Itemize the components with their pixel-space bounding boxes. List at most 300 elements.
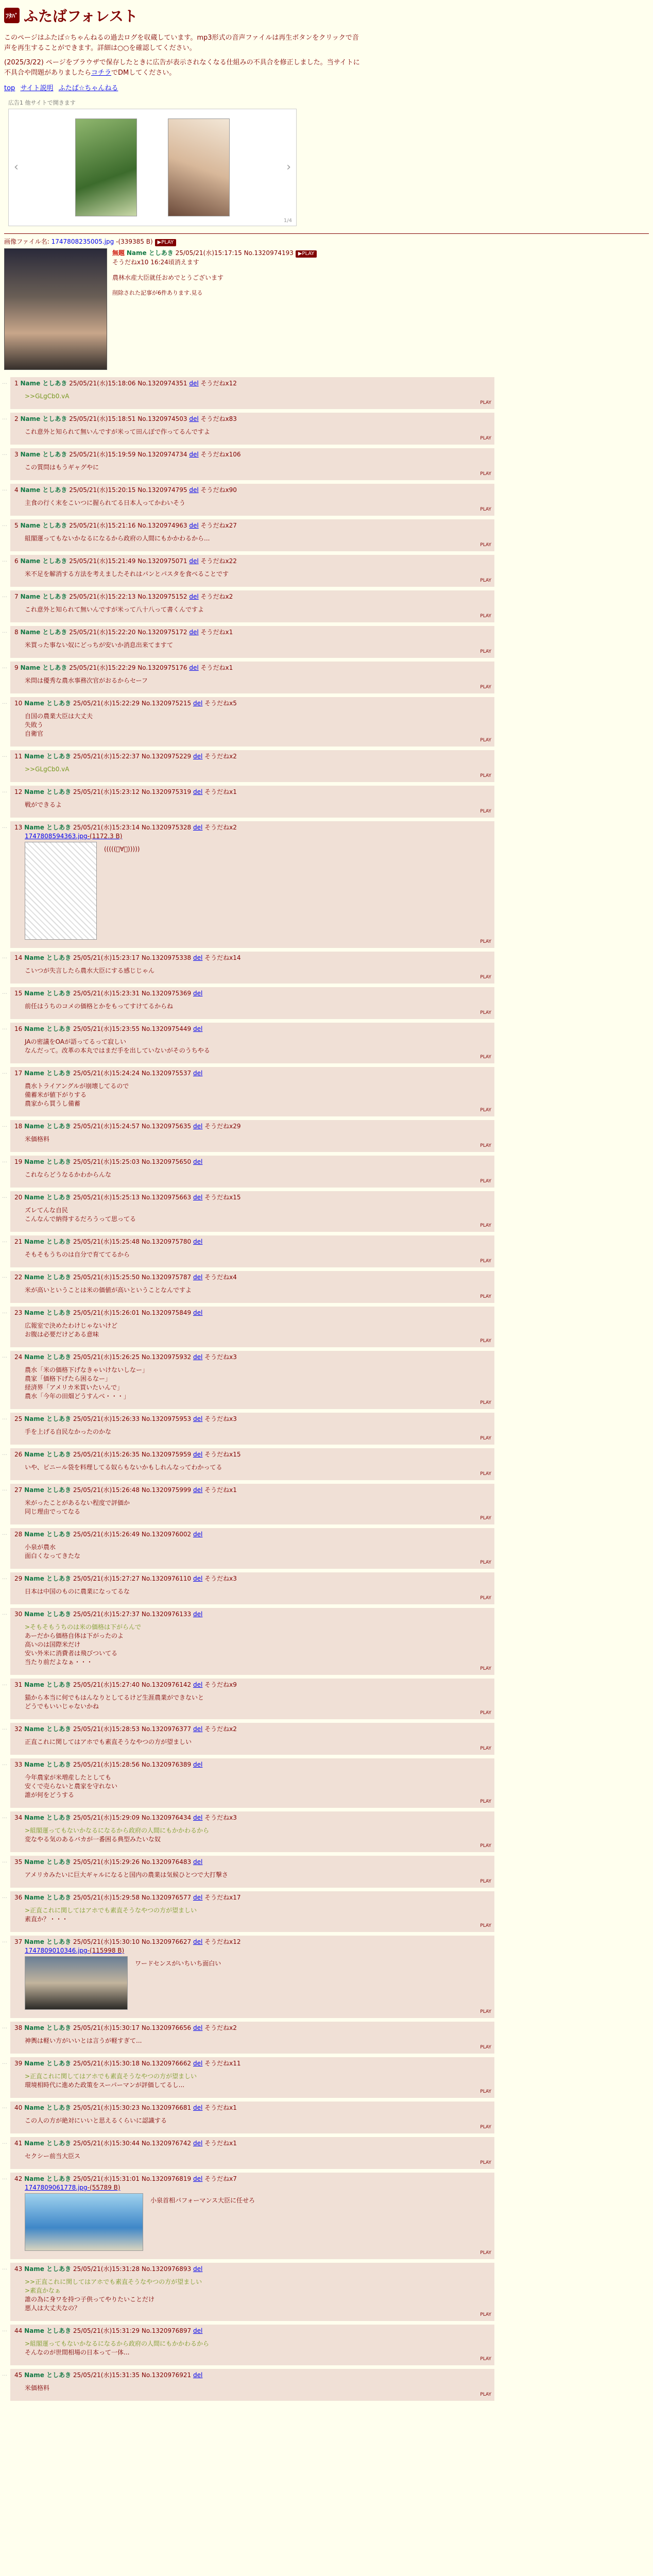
response-date: 25/05/21(水)15:25:03 No.1320975650 xyxy=(73,1158,192,1165)
response-row xyxy=(10,1856,494,1888)
op-header xyxy=(112,248,317,258)
response-body xyxy=(25,1693,490,1711)
sodane-button[interactable]: そうだねx90 xyxy=(200,486,237,494)
response-play-button[interactable]: PLAY xyxy=(480,1516,491,1521)
response-body xyxy=(25,1321,490,1339)
body-text: 米価格料 xyxy=(25,1136,50,1143)
response-number: 38 xyxy=(14,2024,23,2031)
response-play-button[interactable]: PLAY xyxy=(480,1259,491,1264)
response-play-button[interactable]: PLAY xyxy=(480,2045,491,2050)
response-number: 29 xyxy=(14,1575,23,1582)
delete-link[interactable]: del xyxy=(189,593,199,600)
delete-link[interactable]: del xyxy=(193,700,203,707)
op-text xyxy=(112,248,317,370)
response-number: 5 xyxy=(14,522,19,529)
response-name: Name としあき xyxy=(24,2060,72,2067)
response-name: Name としあき xyxy=(24,2104,72,2111)
delete-link[interactable]: del xyxy=(193,1938,203,1945)
response-play-button[interactable]: PLAY xyxy=(480,1179,491,1184)
response-play-button[interactable]: PLAY xyxy=(480,543,491,548)
sodane-button[interactable]: そうだねx22 xyxy=(200,557,237,565)
site-logo[interactable]: ﾌﾀﾊﾞ xyxy=(4,8,20,23)
response-row xyxy=(10,2369,494,2401)
response-name: Name としあき xyxy=(24,1858,72,1866)
response-row xyxy=(10,590,494,622)
response-header xyxy=(14,1814,490,1822)
delete-link[interactable]: del xyxy=(193,1194,203,1201)
response-play-button[interactable]: PLAY xyxy=(480,1843,491,1849)
response-row xyxy=(10,555,494,587)
response-play-button[interactable]: PLAY xyxy=(480,2089,491,2094)
response-number: 37 xyxy=(14,1938,23,1945)
op-meta xyxy=(112,258,317,267)
sodane-button[interactable]: そうだねx7 xyxy=(204,2175,237,2182)
response-date: 25/05/21(水)15:26:25 No.1320975932 xyxy=(73,1353,192,1361)
response-play-button[interactable]: PLAY xyxy=(480,2357,491,2362)
sodane-button[interactable]: そうだねx2 xyxy=(200,593,233,600)
response-play-button[interactable]: PLAY xyxy=(480,471,491,477)
response-header xyxy=(14,699,490,708)
response-row xyxy=(10,2137,494,2169)
response-row xyxy=(10,1351,494,1409)
response-play-button[interactable]: PLAY xyxy=(480,1710,491,1716)
response-row xyxy=(10,1891,494,1932)
delete-link[interactable]: del xyxy=(193,2140,203,2147)
image-filename[interactable]: 1747808594363.jpg xyxy=(25,833,88,840)
response-play-button[interactable]: PLAY xyxy=(480,614,491,619)
delete-link[interactable]: del xyxy=(193,1858,203,1866)
response-date: 25/05/21(水)15:25:13 No.1320975663 xyxy=(73,1194,192,1201)
delete-link[interactable]: del xyxy=(193,954,203,961)
response-body xyxy=(25,676,490,685)
response-row xyxy=(10,821,494,948)
sodane-button[interactable]: そうだねx15 xyxy=(204,1451,241,1458)
response-number: 39 xyxy=(14,2060,23,2067)
response-header xyxy=(14,1158,490,1166)
sodane-button[interactable]: そうだねx27 xyxy=(200,522,237,529)
response-play-button[interactable]: PLAY xyxy=(480,1471,491,1477)
response-name: Name としあき xyxy=(24,1415,72,1422)
response-play-button[interactable]: PLAY xyxy=(480,436,491,441)
response-play-button[interactable]: PLAY xyxy=(480,1108,491,1113)
response-number: 3 xyxy=(14,451,19,458)
sodane-button[interactable]: そうだねx3 xyxy=(204,1814,237,1821)
original-post xyxy=(0,237,653,370)
response-number: 35 xyxy=(14,1858,23,1866)
response-name: Name としあき xyxy=(24,1123,72,1130)
intro-notice xyxy=(4,58,365,78)
response-play-button[interactable]: PLAY xyxy=(480,685,491,690)
response-play-button[interactable]: PLAY xyxy=(480,1143,491,1148)
delete-link[interactable]: del xyxy=(189,415,199,422)
delete-link[interactable]: del xyxy=(193,1451,203,1458)
response-body xyxy=(25,801,490,809)
delete-link[interactable]: del xyxy=(193,1309,203,1316)
delete-link[interactable]: del xyxy=(193,1123,203,1130)
response-number: 40 xyxy=(14,2104,23,2111)
response-date: 25/05/21(水)15:24:57 No.1320975635 xyxy=(73,1123,192,1130)
sodane-button[interactable]: そうだねx106 xyxy=(200,451,241,458)
response-date: 25/05/21(水)15:22:29 No.1320975215 xyxy=(73,700,192,707)
op-message: 農林水産大臣就任おめでとうございます xyxy=(112,274,224,281)
response-body xyxy=(25,1038,490,1055)
body-text: 猫から本当に何でもはんなりとしてるけど生涯農業ができないと どうでもいいじゃないかね xyxy=(25,1694,204,1710)
response-play-button[interactable]: PLAY xyxy=(480,2392,491,2397)
response-play-button[interactable]: PLAY xyxy=(480,1338,491,1344)
sodane-button[interactable]: そうだねx29 xyxy=(204,1123,241,1130)
response-number: 26 xyxy=(14,1451,23,1458)
response-name: Name としあき xyxy=(20,664,67,671)
response-row xyxy=(10,1120,494,1152)
sodane-button[interactable]: そうだねx1 xyxy=(204,2104,237,2111)
delete-link[interactable]: del xyxy=(193,788,203,795)
response-number: 14 xyxy=(14,954,23,961)
delete-link[interactable]: del xyxy=(193,1611,203,1618)
response-play-button[interactable]: PLAY xyxy=(480,2160,491,2165)
response-play-button[interactable]: PLAY xyxy=(480,1400,491,1405)
response-date: 25/05/21(水)15:31:35 No.1320976921 xyxy=(73,2371,192,2379)
response-play-button[interactable]: PLAY xyxy=(480,1294,491,1299)
body-text: ワードセンスがいちいち面白い xyxy=(135,1960,221,1967)
response-number: 1 xyxy=(14,380,19,387)
sodane-button[interactable]: そうだねx5 xyxy=(204,700,237,707)
response-name: Name としあき xyxy=(24,1194,72,1201)
contact-link[interactable]: コチラ xyxy=(91,69,112,77)
response-name: Name としあき xyxy=(24,1814,72,1821)
delete-link[interactable]: del xyxy=(189,664,199,671)
sodane-button[interactable]: そうだねx3 xyxy=(204,1575,237,1582)
response-play-button[interactable]: PLAY xyxy=(480,1055,491,1060)
response-play-button[interactable]: PLAY xyxy=(480,1799,491,1804)
delete-link[interactable]: del xyxy=(193,1486,203,1494)
response-row xyxy=(10,1811,494,1852)
response-name: Name としあき xyxy=(24,1761,72,1768)
response-row xyxy=(10,987,494,1019)
response-header xyxy=(14,2104,490,2112)
body-text: 米が高いということは米の価値が高いということなんですよ xyxy=(25,1286,192,1294)
response-header xyxy=(14,1681,490,1689)
response-date: 25/05/21(水)15:28:53 No.1320976377 xyxy=(73,1725,192,1733)
response-header xyxy=(14,989,490,998)
delete-link[interactable]: del xyxy=(189,451,199,458)
response-row xyxy=(10,1572,494,1604)
intro-text-3: でDMしてください。 xyxy=(111,69,176,77)
body-text: こいつが失言したら農水大臣にする感じじゃん xyxy=(25,967,155,974)
response-name: Name としあき xyxy=(24,990,72,997)
response-play-button[interactable]: PLAY xyxy=(480,2009,491,2014)
response-date: 25/05/21(水)15:30:23 No.1320976681 xyxy=(73,2104,192,2111)
response-number: 2 xyxy=(14,415,19,422)
response-body xyxy=(25,1171,490,1179)
response-play-button[interactable]: PLAY xyxy=(480,649,491,654)
response-image[interactable] xyxy=(25,2193,143,2251)
delete-link[interactable]: del xyxy=(193,1575,203,1582)
delete-link[interactable]: del xyxy=(193,753,203,760)
response-name: Name としあき xyxy=(20,451,67,458)
response-row xyxy=(10,1067,494,1116)
quote-text: >正直これに関してはアホでも素直そうなやつの方が望ましい xyxy=(25,1907,197,1914)
delete-link[interactable]: del xyxy=(193,1894,203,1901)
sodane-button[interactable]: そうだねx15 xyxy=(204,1194,241,1201)
response-play-button[interactable]: PLAY xyxy=(480,1746,491,1751)
response-row xyxy=(10,1758,494,1808)
image-filename[interactable]: 1747809010346.jpg xyxy=(25,1947,88,1954)
sodane-button[interactable]: そうだねx9 xyxy=(204,1681,237,1688)
response-body xyxy=(25,765,490,774)
response-row xyxy=(10,519,494,551)
response-number: 44 xyxy=(14,2327,23,2334)
sodane-button[interactable]: そうだねx2 xyxy=(204,1725,237,1733)
page-header xyxy=(0,0,653,226)
body-text: 今年農家が米増産したとしても 安くで売らないと農家を守れない 誰が何をどうする xyxy=(25,1774,118,1799)
delete-link[interactable]: del xyxy=(193,1158,203,1165)
delete-link[interactable]: del xyxy=(193,2371,203,2379)
sodane-button[interactable]: そうだねx83 xyxy=(200,415,237,422)
body-text: ズレてんな自民 こんなんで納得するだろうって思ってる xyxy=(25,1207,136,1223)
nav-top-link[interactable]: top xyxy=(4,84,15,92)
response-play-button[interactable]: PLAY xyxy=(480,1223,491,1228)
response-body xyxy=(25,2072,490,2090)
sodane-button[interactable]: そうだねx11 xyxy=(204,2060,241,2067)
quote-text: >組閣運ってもないかなるになるから政府の人間にもかかわるから xyxy=(25,2340,210,2347)
sodane-button[interactable]: そうだねx1 xyxy=(204,1486,237,1494)
response-header xyxy=(14,1530,490,1539)
sodane-button[interactable]: そうだねx2 xyxy=(204,753,237,760)
response-play-button[interactable]: PLAY xyxy=(480,400,491,405)
response-name: Name としあき xyxy=(24,788,72,795)
delete-link[interactable]: del xyxy=(193,1274,203,1281)
chevron-left-icon[interactable]: ‹ xyxy=(14,161,19,174)
response-play-button[interactable]: PLAY xyxy=(480,2250,491,2256)
response-header xyxy=(14,1309,490,1317)
response-play-button[interactable]: PLAY xyxy=(480,507,491,512)
response-body xyxy=(25,1623,490,1667)
body-text: 広報室で決めたわけじゃないけど お腹は必要だけどある意味 xyxy=(25,1322,118,1338)
response-number: 11 xyxy=(14,753,23,760)
response-number: 28 xyxy=(14,1531,23,1538)
delete-link[interactable]: del xyxy=(193,2024,203,2031)
response-play-button[interactable]: PLAY xyxy=(480,809,491,814)
response-number: 12 xyxy=(14,788,23,795)
response-body xyxy=(25,641,490,650)
response-header xyxy=(14,1858,490,1867)
body-text: 環境相時代に進めた政策をスーパーマンが評価してるし... xyxy=(25,2081,185,2089)
sodane-button[interactable]: そうだねx12 xyxy=(200,380,237,387)
delete-link[interactable]: del xyxy=(193,1353,203,1361)
response-row xyxy=(10,1023,494,1063)
response-header xyxy=(14,557,490,566)
image-size: -(1172.3 B) xyxy=(87,833,123,840)
body-text: 誰の為に身ワを持つ子供ってやりたいことだけ 悪人は大丈夫なの？ xyxy=(25,2296,155,2312)
response-name: Name としあき xyxy=(24,753,72,760)
response-header xyxy=(14,628,490,637)
op-play-button[interactable]: ▶PLAY xyxy=(155,239,177,246)
delete-link[interactable]: del xyxy=(189,557,199,565)
delete-link[interactable]: del xyxy=(189,522,199,529)
delete-link[interactable]: del xyxy=(189,380,199,387)
sodane-button[interactable]: そうだねx1 xyxy=(200,664,233,671)
response-number: 41 xyxy=(14,2140,23,2147)
response-play-button[interactable]: PLAY xyxy=(480,773,491,778)
op-play-button[interactable]: ▶PLAY xyxy=(296,250,317,258)
response-play-button[interactable]: PLAY xyxy=(480,1923,491,1928)
op-file-label: 画像ファイル名: xyxy=(4,238,49,245)
response-row xyxy=(10,1608,494,1675)
response-number: 36 xyxy=(14,1894,23,1901)
response-header xyxy=(14,2024,490,2032)
intro-text-1: このページはふたば☆ちゃんねるの過去ログを収蔵しています。mp3形式の音声ファイルは再生ボタンをクリックで音声を再生することができます。詳細は○○を確認してください。 xyxy=(4,34,359,52)
delete-link[interactable]: del xyxy=(193,1725,203,1733)
response-play-button[interactable]: PLAY xyxy=(480,1666,491,1671)
response-number: 25 xyxy=(14,1415,23,1422)
delete-link[interactable]: del xyxy=(193,2104,203,2111)
response-row xyxy=(10,484,494,516)
body-text: 正直これに関してはアホでも素直そうなやつの方が望ましい xyxy=(25,1738,192,1745)
response-play-button[interactable]: PLAY xyxy=(480,2125,491,2130)
response-image[interactable] xyxy=(25,1956,128,2010)
response-number: 42 xyxy=(14,2175,23,2182)
nav-futaba-link[interactable]: ふたば☆ちゃんねる xyxy=(58,84,118,92)
sodane-button[interactable]: そうだねx3 xyxy=(204,1353,237,1361)
body-text: そんなのが世間相場の日本って一体... xyxy=(25,2349,130,2356)
op-deleted-note[interactable]: 削除された記事が6件あります.見る xyxy=(112,290,203,296)
response-number: 34 xyxy=(14,1814,23,1821)
response-image-link[interactable] xyxy=(25,2183,490,2192)
delete-link[interactable]: del xyxy=(189,629,199,636)
response-date: 25/05/21(水)15:22:13 No.1320975152 xyxy=(69,593,187,600)
response-play-button[interactable]: PLAY xyxy=(480,1436,491,1441)
sodane-button[interactable]: そうだねx12 xyxy=(204,1938,241,1945)
op-sod[interactable]: そうだねx10 xyxy=(112,259,149,266)
delete-link[interactable]: del xyxy=(193,2265,203,2273)
ad-carousel[interactable] xyxy=(8,109,297,226)
delete-link[interactable]: del xyxy=(193,824,203,831)
response-name: Name としあき xyxy=(24,1938,72,1945)
response-header xyxy=(14,1353,490,1362)
site-title-row xyxy=(4,5,649,26)
body-text: これ意外と知られて無いんですが米って八十八って書くんですよ xyxy=(25,606,204,613)
response-header xyxy=(14,379,490,388)
sodane-button[interactable]: そうだねx2 xyxy=(204,824,237,831)
response-play-button[interactable]: PLAY xyxy=(480,1879,491,1884)
delete-link[interactable]: del xyxy=(193,1070,203,1077)
response-name: Name としあき xyxy=(24,1025,72,1032)
response-header xyxy=(14,1025,490,1033)
response-number: 7 xyxy=(14,593,19,600)
sodane-button[interactable]: そうだねx1 xyxy=(204,788,237,795)
nav-about-link[interactable]: サイト説明 xyxy=(20,84,54,92)
response-date: 25/05/21(水)15:23:14 No.1320975328 xyxy=(73,824,192,831)
response-body xyxy=(25,2340,490,2357)
response-play-button[interactable]: PLAY xyxy=(480,1010,491,1015)
response-play-button[interactable]: PLAY xyxy=(480,1560,491,1565)
sodane-button[interactable]: そうだねx2 xyxy=(204,2024,237,2031)
response-body xyxy=(25,1871,490,1879)
response-date: 25/05/21(水)15:31:01 No.1320976819 xyxy=(73,2175,192,2182)
response-header xyxy=(14,486,490,495)
response-body xyxy=(25,1587,490,1596)
response-name: Name としあき xyxy=(24,1238,72,1245)
response-header xyxy=(14,2139,490,2148)
response-row xyxy=(10,697,494,747)
ad-thumbnail[interactable] xyxy=(168,118,230,216)
response-body xyxy=(25,1286,490,1295)
sodane-button[interactable]: そうだねx1 xyxy=(204,2140,237,2147)
sodane-button[interactable]: そうだねx1 xyxy=(200,629,233,636)
body-text: 前任はうちのコメの価格とかをもってすけてるからね xyxy=(25,1003,174,1010)
body-text: 農水「米の価格下げなきゃいけないしなー」 農家「価格下げたら困るなー」 経済界「アメリカ米買いたいんで」 農水「今年の田畑どうすんべ・・・」 xyxy=(25,1366,149,1400)
quote-text: >>GLgCb0.vA xyxy=(25,393,70,400)
response-header xyxy=(14,1486,490,1495)
response-header xyxy=(14,1938,490,1946)
delete-link[interactable]: del xyxy=(193,1814,203,1821)
response-play-button[interactable]: PLAY xyxy=(480,2312,491,2317)
delete-link[interactable]: del xyxy=(193,1415,203,1422)
body-text: 変なやる気のあるバカが一番困る典型みたいな奴 xyxy=(25,1836,161,1843)
response-header xyxy=(14,1450,490,1459)
delete-link[interactable]: del xyxy=(193,2060,203,2067)
delete-link[interactable]: del xyxy=(193,1238,203,1245)
response-row xyxy=(10,1271,494,1303)
response-play-button[interactable]: PLAY xyxy=(480,975,491,980)
site-title[interactable]: ふたばフォレスト xyxy=(24,8,138,25)
response-date: 25/05/21(水)15:30:10 No.1320976627 xyxy=(73,1938,192,1945)
response-image-link[interactable] xyxy=(25,1946,490,1955)
response-name: Name としあき xyxy=(20,629,67,636)
response-play-button[interactable]: PLAY xyxy=(480,578,491,583)
response-image[interactable] xyxy=(25,842,97,940)
response-image-link[interactable] xyxy=(25,832,490,841)
delete-link[interactable]: del xyxy=(193,1025,203,1032)
sodane-button[interactable]: そうだねx14 xyxy=(204,954,241,961)
response-body xyxy=(25,570,490,579)
delete-link[interactable]: del xyxy=(193,1761,203,1768)
response-play-button[interactable]: PLAY xyxy=(480,738,491,743)
delete-link[interactable]: del xyxy=(189,486,199,494)
response-body xyxy=(25,1543,490,1561)
delete-link[interactable]: del xyxy=(193,2327,203,2334)
response-date: 25/05/21(水)15:23:55 No.1320975449 xyxy=(73,1025,192,1032)
chevron-right-icon[interactable]: › xyxy=(286,161,291,174)
response-number: 20 xyxy=(14,1194,23,1201)
delete-link[interactable]: del xyxy=(193,1531,203,1538)
sodane-button[interactable]: そうだねx3 xyxy=(204,1415,237,1422)
op-file-link[interactable]: 1747808235005.jpg xyxy=(51,238,114,245)
op-image[interactable] xyxy=(4,248,107,370)
image-filename[interactable]: 1747809061778.jpg xyxy=(25,2184,88,2191)
body-text: 戦ができるよ xyxy=(25,801,62,808)
body-text: 小泉首相パフォーマンス大臣に任せろ xyxy=(150,2197,255,2204)
response-number: 43 xyxy=(14,2265,23,2273)
response-row xyxy=(10,1235,494,1267)
sodane-button[interactable]: そうだねx4 xyxy=(204,1274,237,1281)
delete-link[interactable]: del xyxy=(193,2175,203,2182)
response-row xyxy=(10,2057,494,2098)
response-body xyxy=(25,392,490,401)
response-date: 25/05/21(水)15:23:12 No.1320975319 xyxy=(73,788,192,795)
response-row xyxy=(10,2102,494,2133)
sodane-button[interactable]: そうだねx17 xyxy=(204,1894,241,1901)
delete-link[interactable]: del xyxy=(193,990,203,997)
response-name: Name としあき xyxy=(24,1531,72,1538)
delete-link[interactable]: del xyxy=(193,1681,203,1688)
response-date: 25/05/21(水)15:19:59 No.1320974734 xyxy=(69,451,187,458)
response-play-button[interactable]: PLAY xyxy=(480,939,491,944)
response-name: Name としあき xyxy=(20,380,67,387)
ad-thumbnail[interactable] xyxy=(75,118,137,216)
response-name: Name としあき xyxy=(20,522,67,529)
response-play-button[interactable]: PLAY xyxy=(480,1596,491,1601)
